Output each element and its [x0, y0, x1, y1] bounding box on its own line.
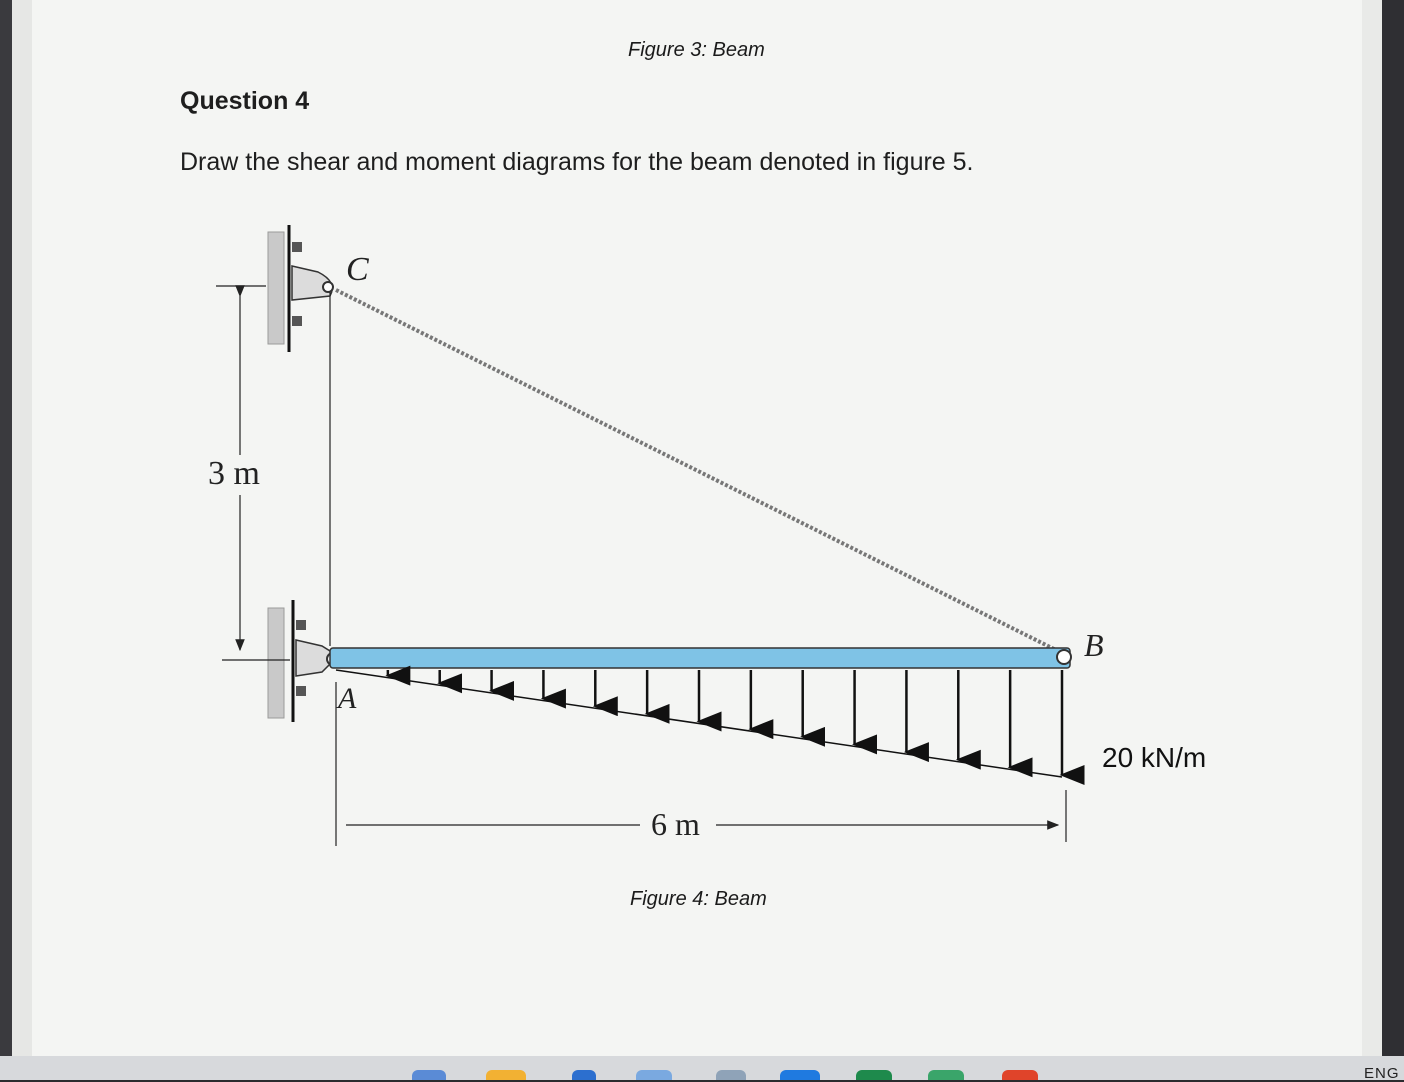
pin-b [1057, 650, 1071, 664]
distributed-load-arrows [388, 670, 1062, 775]
upper-wall-support [268, 225, 333, 352]
label-a: A [338, 682, 357, 715]
taskbar-app-icon[interactable] [636, 1070, 672, 1080]
taskbar-language-indicator[interactable]: ENG [1364, 1065, 1400, 1082]
taskbar-app-icon[interactable] [928, 1070, 964, 1080]
taskbar-app-icon[interactable] [780, 1070, 820, 1080]
taskbar-app-icon[interactable] [572, 1070, 596, 1080]
taskbar-app-icon[interactable] [1002, 1070, 1038, 1080]
beam [330, 648, 1070, 668]
span-dimension-label: 6 m [651, 806, 700, 842]
question-title: Question 4 [180, 87, 310, 115]
lower-wall-support [268, 600, 339, 722]
height-dimension-label: 3 m [208, 455, 260, 492]
figure4-caption: Figure 4: Beam [630, 888, 767, 910]
span-dimension [336, 682, 1066, 846]
taskbar [0, 1056, 1404, 1080]
taskbar-folder-icon[interactable] [486, 1070, 526, 1080]
figure3-caption: Figure 3: Beam [628, 39, 765, 61]
label-b: B [1084, 627, 1104, 663]
taskbar-app-icon[interactable] [412, 1070, 446, 1080]
question-text: Draw the shear and moment diagrams for the beam denoted in figure 5. [180, 148, 974, 176]
taskbar-app-icon[interactable] [716, 1070, 746, 1080]
cable-cb [336, 290, 1060, 652]
load-intensity-label: 20 kN/m [1102, 742, 1207, 773]
taskbar-excel-icon[interactable] [856, 1070, 892, 1080]
label-c: C [346, 251, 369, 288]
